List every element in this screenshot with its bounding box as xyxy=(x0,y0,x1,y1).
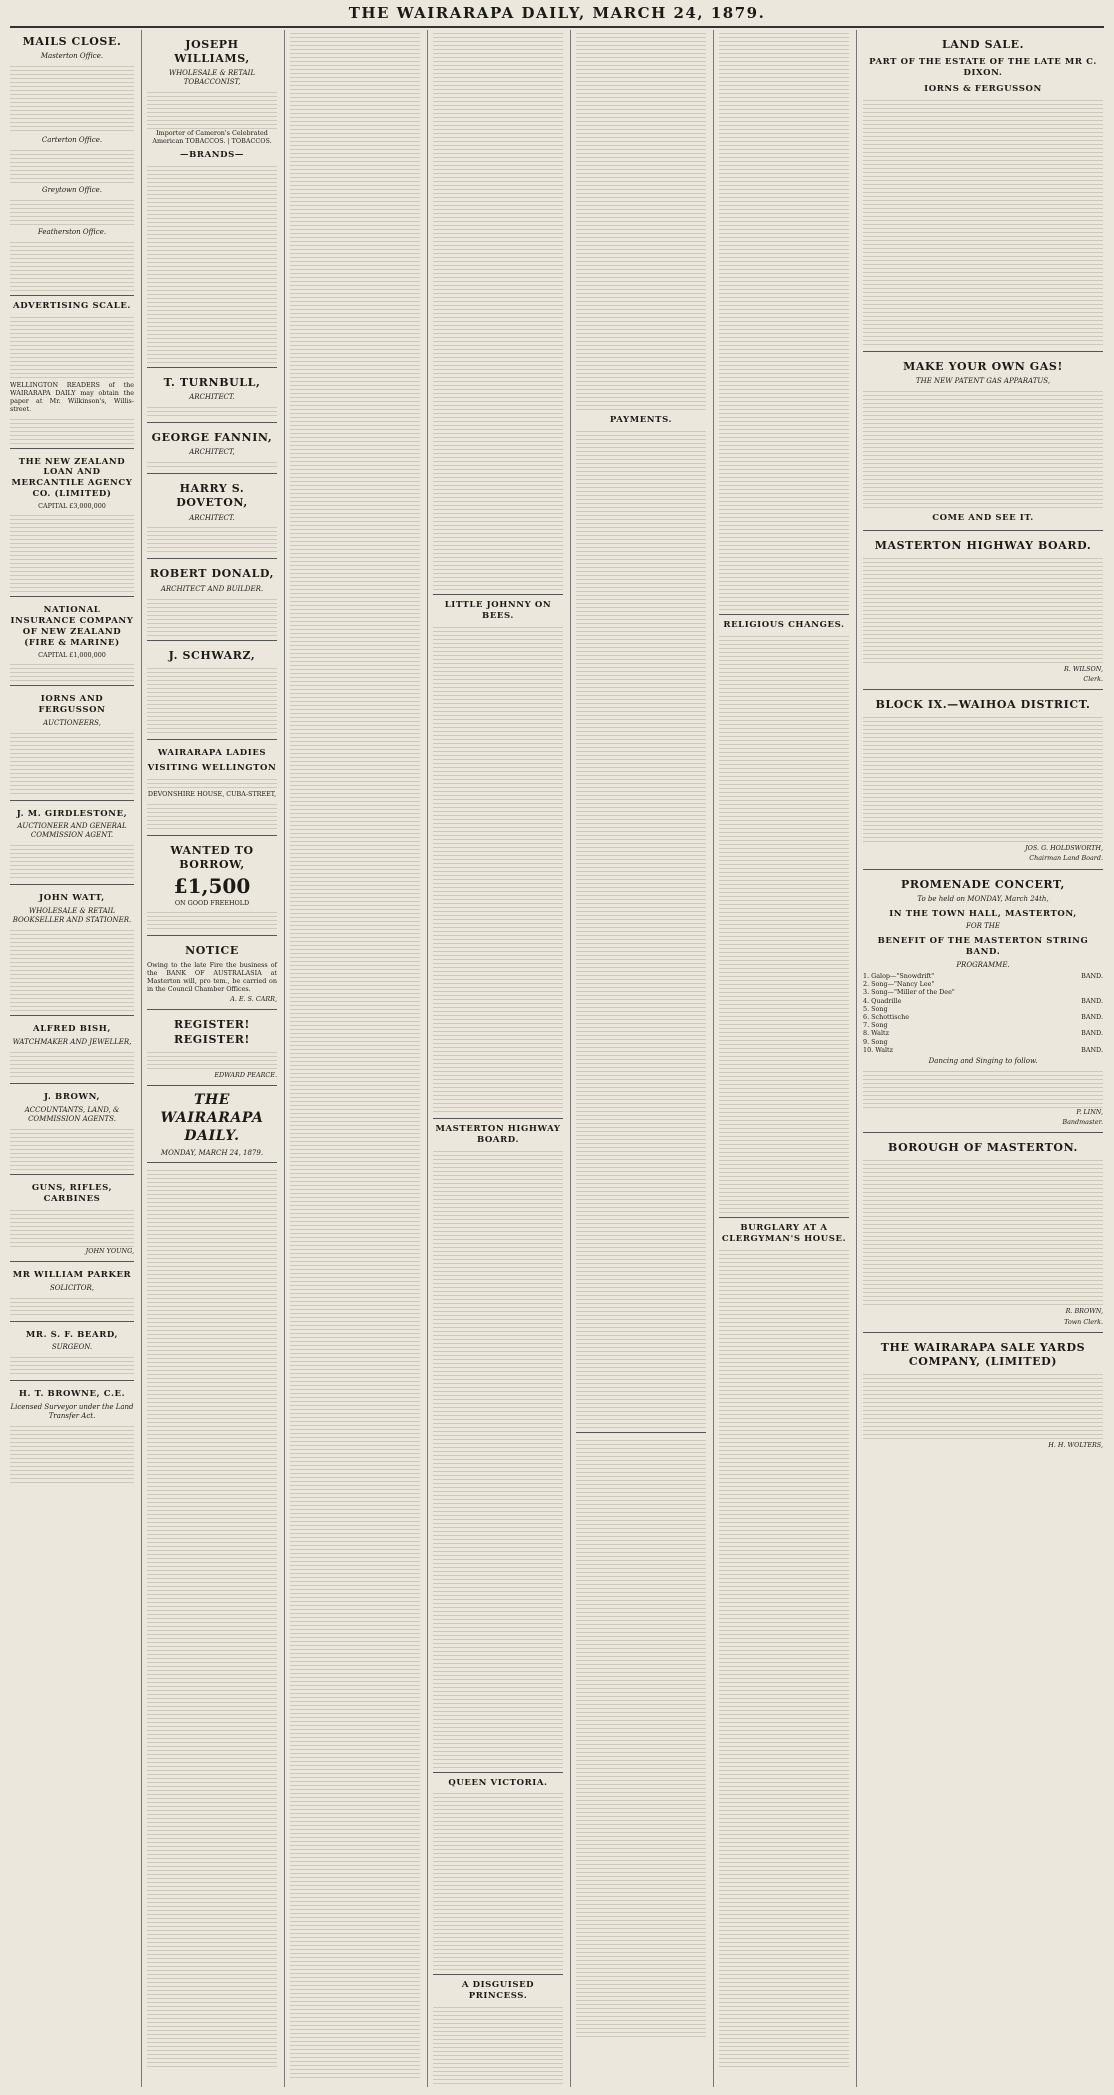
turnbull-ad xyxy=(147,368,277,423)
fannin-subheading: ARCHITECT, xyxy=(189,448,235,457)
text-block xyxy=(10,147,134,183)
notice-text: Owing to the late Fire the business of the BANK OF AUSTRALASIA at Masterton will, pro tem., be carried on in the Council Chamber Offices. xyxy=(147,960,277,994)
article-text xyxy=(576,548,706,1428)
wanted-amount: £1,500 xyxy=(173,873,251,898)
beard-ad xyxy=(10,1322,134,1382)
column-4 xyxy=(427,30,568,2087)
programme-item xyxy=(863,1038,1103,1046)
featherston-office-heading: Featherston Office. xyxy=(37,227,107,236)
iorns-fergusson-ad xyxy=(10,686,134,801)
brands-heading: —BRANDS— xyxy=(180,150,244,161)
brown-role: Town Clerk. xyxy=(1064,1317,1103,1326)
williams-subheading: WHOLESALE & RETAIL TOBACCONIST, xyxy=(168,69,256,87)
williams-ad xyxy=(147,30,277,368)
turnbull-subheading: ARCHITECT. xyxy=(189,393,235,402)
benefit-heading: BENEFIT OF THE MASTERTON STRING BAND. xyxy=(877,936,1089,958)
programme-item xyxy=(863,1005,1103,1013)
article-text xyxy=(433,624,563,1114)
ladies-ad xyxy=(147,740,277,836)
programme-item xyxy=(863,997,1103,1005)
programme-item-name: 6. Schottische xyxy=(863,1013,909,1022)
national-insurance-heading: NATIONAL INSURANCE COMPANY OF NEW ZEALAND (FIRE & MARINE) xyxy=(10,605,134,648)
bish-heading: ALFRED BISH, xyxy=(33,1024,111,1035)
guns-ad xyxy=(10,1175,134,1262)
programme-item-performer: BAND. xyxy=(1081,1013,1103,1022)
linn-role: Bandmaster. xyxy=(1062,1118,1103,1127)
land-sale-heading: LAND SALE. xyxy=(941,38,1025,51)
programme-item-performer: BAND. xyxy=(1081,972,1103,981)
borough-ad xyxy=(863,1133,1103,1332)
register-ad xyxy=(147,1010,277,1085)
brown-heading: J. BROWN, xyxy=(43,1091,101,1102)
donald-subheading: ARCHITECT AND BUILDER. xyxy=(160,584,264,593)
saleyards-heading: THE WAIRARAPA SALE YARDS COMPANY, (LIMITED) xyxy=(880,1340,1086,1368)
wolters-signature: H. H. WOLTERS, xyxy=(1048,1440,1103,1449)
little-johnny-heading: LITTLE JOHNNY ON BEES. xyxy=(444,600,552,621)
iorns-fergusson-heading: IORNS & FERGUSSON xyxy=(924,83,1042,94)
highway-board-heading: MASTERTON HIGHWAY BOARD. xyxy=(435,1123,561,1145)
column-7 xyxy=(856,30,1103,2087)
programme-item-performer: BAND. xyxy=(1081,1029,1103,1038)
text-block xyxy=(10,63,134,133)
article-text xyxy=(433,1148,563,1768)
make-gas-heading: MAKE YOUR OWN GAS! xyxy=(903,359,1063,373)
masterton-office-heading: Masterton Office. xyxy=(40,52,104,61)
article-text xyxy=(719,633,849,1213)
programme-item-name: 10. Waltz xyxy=(863,1045,893,1054)
column-3 xyxy=(284,30,425,2087)
doveton-subheading: ARCHITECT. xyxy=(189,513,235,522)
wanted-freehold: ON GOOD FREEHOLD xyxy=(174,899,250,908)
young-signature: JOHN YOUNG, xyxy=(85,1246,134,1255)
text-block xyxy=(10,239,134,291)
paper-title: THE WAIRARAPA DAILY. xyxy=(160,1091,264,1144)
parker-heading: MR WILLIAM PARKER xyxy=(12,1269,132,1280)
highway-board-ad-heading: MASTERTON HIGHWAY BOARD. xyxy=(874,538,1092,552)
carterton-office-heading: Carterton Office. xyxy=(41,136,103,145)
bish-ad xyxy=(10,1016,134,1084)
programme-item-name: 7. Song xyxy=(863,1021,888,1030)
concert-date: To be held on MONDAY, March 24th, xyxy=(917,894,1049,903)
column-2 xyxy=(141,30,282,2087)
beard-subheading: SURGEON. xyxy=(51,1343,93,1352)
text-block xyxy=(10,314,134,378)
news-text xyxy=(290,30,420,2080)
land-sale-subheading: PART OF THE ESTATE OF THE LATE MR C. DIXON. xyxy=(869,57,1097,78)
notice-ad xyxy=(147,936,277,1010)
payments-heading: PAYMENTS. xyxy=(609,415,673,425)
for-the: FOR THE xyxy=(966,922,1000,931)
beard-heading: MR. S. F. BEARD, xyxy=(25,1329,119,1340)
masthead-title: THE WAIRARAPA DAILY, MARCH 24, 1879. xyxy=(348,4,766,22)
highway-board-ad xyxy=(863,531,1103,690)
wilson-role: Clerk. xyxy=(1083,674,1103,683)
nz-loan-heading: THE NEW ZEALAND LOAN AND MERCANTILE AGENCY CO. (LIMITED) xyxy=(11,456,133,500)
disguised-princess-heading: A DISGUISED PRINCESS. xyxy=(461,1980,535,2002)
programme-item xyxy=(863,1046,1103,1054)
browne-ad xyxy=(10,1381,134,1487)
browne-subheading: Licensed Surveyor under the Land Transfer Act. xyxy=(10,1403,134,1421)
programme-item-name: 3. Song—"Miller of the Dee" xyxy=(863,988,955,997)
girdlestone-ad xyxy=(10,801,134,886)
town-hall-heading: IN THE TOWN HALL, MASTERTON, xyxy=(889,908,1077,919)
programme-item xyxy=(863,1021,1103,1029)
turnbull-heading: T. TURNBULL, xyxy=(163,376,261,390)
concert-heading: PROMENADE CONCERT, xyxy=(901,877,1065,891)
column-6 xyxy=(713,30,854,2087)
ladies-subheading: VISITING WELLINGTON xyxy=(147,763,277,774)
iorns-heading: IORNS AND FERGUSSON xyxy=(38,693,106,715)
article-text xyxy=(433,1790,563,1970)
greytown-office-heading: Greytown Office. xyxy=(41,185,102,194)
gas-ad xyxy=(863,352,1103,531)
schwarz-ad xyxy=(147,641,277,740)
article-text xyxy=(719,1247,849,2067)
article-text xyxy=(576,1437,706,2037)
national-insurance-capital: CAPITAL £1,000,000 xyxy=(38,650,106,659)
pearce-signature: EDWARD PEARCE. xyxy=(214,1070,277,1079)
girdlestone-heading: J. M. GIRDLESTONE, xyxy=(16,808,128,819)
programme-item xyxy=(863,988,1103,996)
saleyards-ad xyxy=(863,1333,1103,1455)
borough-heading: BOROUGH OF MASTERTON. xyxy=(888,1141,1078,1155)
masthead xyxy=(10,0,1104,28)
programme-item-name: 1. Galop—"Snowdrift" xyxy=(863,972,935,981)
fannin-ad xyxy=(147,423,277,474)
brown-ad xyxy=(10,1084,134,1175)
article-text xyxy=(719,30,849,610)
wellington-readers-ad xyxy=(10,378,134,449)
payments-table xyxy=(576,428,706,548)
devonshire-house: DEVONSHIRE HOUSE, CUBA-STREET, xyxy=(147,790,277,799)
nz-loan-capital: CAPITAL £3,000,000 xyxy=(38,502,106,511)
programme-item xyxy=(863,1013,1103,1021)
watt-heading: JOHN WATT, xyxy=(39,893,105,904)
guns-heading: GUNS, RIFLES, CARBINES xyxy=(31,1182,113,1204)
dancing-note: Dancing and Singing to follow. xyxy=(928,1056,1038,1065)
advertising-scale-heading: ADVERTISING SCALE. xyxy=(13,300,131,311)
watt-ad xyxy=(10,885,134,1016)
brown-signature: R. BROWN, xyxy=(1065,1307,1103,1316)
block-ix-heading: BLOCK IX.—WAIHOA DISTRICT. xyxy=(875,698,1091,712)
programme-item xyxy=(863,980,1103,988)
parker-subheading: SOLICITOR, xyxy=(50,1283,94,1292)
column-5 xyxy=(570,30,711,2087)
linn-signature: P. LINN, xyxy=(1076,1107,1103,1116)
nz-loan-ad xyxy=(10,449,134,598)
paper-date: MONDAY, MARCH 24, 1879. xyxy=(160,1148,264,1157)
donald-ad xyxy=(147,559,277,640)
programme-item xyxy=(863,1029,1103,1037)
holdsworth-signature: JOS. G. HOLDSWORTH, xyxy=(1025,844,1103,853)
mails-close-heading: MAILS CLOSE. xyxy=(22,35,122,48)
girdlestone-subheading: AUCTIONEER AND GENERAL COMMISSION AGENT. xyxy=(17,822,127,840)
programme-heading: PROGRAMME. xyxy=(956,961,1010,970)
news-text xyxy=(433,30,563,590)
williams-heading: JOSEPH WILLIAMS, xyxy=(174,38,250,66)
wanted-heading: WANTED TO BORROW, xyxy=(170,843,254,871)
land-sale-ad xyxy=(863,30,1103,352)
programme-item-name: 4. Quadrille xyxy=(863,996,902,1005)
browne-heading: H. T. BROWNE, C.E. xyxy=(18,1389,126,1400)
programme-item-name: 2. Song—"Nancy Lee" xyxy=(863,980,935,989)
donald-heading: ROBERT DONALD, xyxy=(149,567,275,581)
text-block xyxy=(10,197,134,225)
register-heading: REGISTER! REGISTER! xyxy=(174,1018,250,1046)
wilson-signature: R. WILSON, xyxy=(1063,664,1103,673)
column-1 xyxy=(10,30,139,2087)
programme-item-name: 9. Song xyxy=(863,1037,888,1046)
williams-tobaccos: Importer of Cameron's Celebrated American TOBACCOS. | TOBACCOS. xyxy=(152,129,272,146)
programme-item-name: 5. Song xyxy=(863,1004,888,1013)
programme-item xyxy=(863,972,1103,980)
carr-signature: A. E. S. CARR, xyxy=(230,995,277,1004)
burglary-heading: BURGLARY AT A CLERGYMAN'S HOUSE. xyxy=(721,1222,847,1244)
wanted-ad xyxy=(147,836,277,937)
notice-heading: NOTICE xyxy=(185,944,239,958)
ladies-heading: WAIRARAPA LADIES xyxy=(157,747,267,758)
block-ix-ad xyxy=(863,690,1103,869)
article-text xyxy=(433,2004,563,2087)
concert-ad xyxy=(863,870,1103,1134)
editorial-text xyxy=(147,1167,277,2067)
fannin-heading: GEORGE FANNIN, xyxy=(151,431,273,445)
parker-ad xyxy=(10,1262,134,1322)
queen-victoria-heading: QUEEN VICTORIA. xyxy=(448,1777,548,1788)
programme-item-performer: BAND. xyxy=(1081,996,1103,1005)
come-see-heading: COME AND SEE IT. xyxy=(932,512,1034,523)
doveton-heading: HARRY S. DOVETON, xyxy=(176,482,248,510)
news-text xyxy=(576,30,706,410)
holdsworth-role: Chairman Land Board. xyxy=(1029,854,1103,863)
programme-item-name: 8. Waltz xyxy=(863,1029,889,1038)
national-insurance-ad xyxy=(10,597,134,686)
doveton-ad xyxy=(147,474,277,559)
programme-list xyxy=(863,972,1103,1054)
bish-subheading: WATCHMAKER AND JEWELLER, xyxy=(12,1038,132,1047)
programme-item-performer: BAND. xyxy=(1081,1045,1103,1054)
brown-subheading: ACCOUNTANTS, LAND, & COMMISSION AGENTS. xyxy=(24,1105,120,1123)
wellington-readers-text: WELLINGTON READERS of the WAIRARAPA DAILY may obtain the paper at Mr. Wilkinson's, Willis-street. xyxy=(10,380,134,414)
religious-changes-heading: RELIGIOUS CHANGES. xyxy=(723,620,845,630)
iorns-subheading: AUCTIONEERS, xyxy=(43,718,101,727)
watt-subheading: WHOLESALE & RETAIL BOOKSELLER AND STATIONER. xyxy=(12,907,132,925)
schwarz-heading: J. SCHWARZ, xyxy=(168,648,256,662)
gas-subheading: THE NEW PATENT GAS APPARATUS, xyxy=(915,376,1051,385)
